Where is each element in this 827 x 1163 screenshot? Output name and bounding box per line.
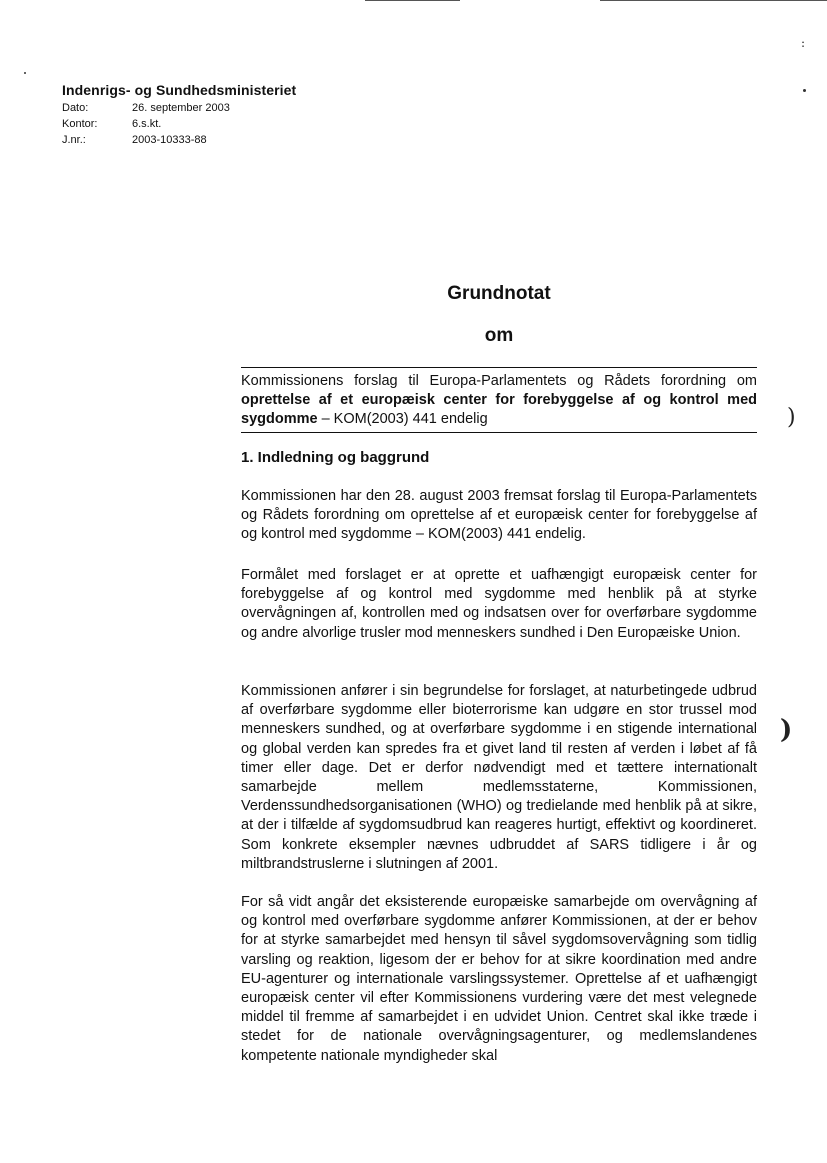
subject-prefix: Kommissionens forslag til Europa-Parlamentets og Rådets forordning om [241,373,757,389]
meta-label: J.nr.: [62,134,86,146]
scan-mark-icon: ) [780,715,793,745]
scan-edge-line-left [365,0,460,1]
meta-value: 26. september 2003 [132,102,230,114]
meta-row-date [62,100,382,116]
meta-value: 6.s.kt. [132,118,162,130]
section-heading: 1. Indledning og baggrund [241,449,430,466]
scan-mark-icon: : [801,36,806,50]
meta-label: Kontor: [62,118,98,130]
meta-row-office [62,116,382,132]
paragraph-2: Formålet med forslaget er at oprette et uafhængigt europæisk center for forebyggelse af og kontrol med sygdomme med henblik på at styrke overvågningen af, kontrollen med og indsatsen over for overførbare sygdomme og andre alvorlige trusler mod menneskers sundhed i Den Europæiske Union. [241,567,757,641]
paragraph-4: For så vidt angår det eksisterende europæiske samarbejde om overvågning af og kontrol med overførbare sygdomme anfører Kommissionen, at der er behov for at styrke samarbejdet med hensyn til såvel sygdomsovervågning som tidlig varsling og reaktion, ligesom der er behov for at sikre koordination med andre EU-agenturer og internationale varslingssystemer. Oprettelse af et uafhængigt europæisk center vil efter Kommissionens vurdering være det mest velegnede middel til fremme af samarbejdet i en udvidet Union. Centret skal ikke træde i stedet for de nationale overvågningsagenturer, og medlemslandenes kompetente nationale myndigheder skal [241,894,757,1064]
meta-value: 2003-10333-88 [132,134,207,146]
paragraph-1: Kommissionen har den 28. august 2003 fremsat forslag til Europa-Parlamentets og Rådets forordning om oprettelse af et europæisk center for forebyggelse af og kontrol med sygdomme – KOM(2003) 441 endelig. [241,488,757,543]
subject-box [241,367,757,433]
document-subtitle: om [484,325,514,346]
meta-row-journal [62,132,382,148]
scan-dot-icon [24,72,26,74]
paragraph-3: Kommissionen anfører i sin begrundelse for forslaget, at naturbetingede udbrud af overførbare sygdomme eller bioterrorisme kan udgøre en stor trussel mod menneskers sundhed, og at overførbare sygdomme i en stigende international og global verden kan spredes fra et givet land til resten af verden i løbet af få timer eller dage. Det er derfor nødvendigt med et tættere internationalt samarbejde mellem medlemsstaterne, Kommissionen, Verdenssundhedsorganisationen (WHO) og tredielande med henblik på at sikre, at der i tilfælde af sygdomsudbrud kan reageres hurtigt, effektivt og koordineret. Som konkrete eksempler nævnes udbruddet af SARS tidligere i år og miltbrandstruslerne i slutningen af 2001. [241,683,757,872]
scan-dot-icon [803,89,806,92]
document-title: Grundnotat [447,283,551,304]
meta-label: Dato: [62,102,89,114]
subject-bold: oprettelse af et europæisk center for forebyggelse af og kontrol med sygdomme [241,392,757,427]
scan-mark-icon: ) [787,405,796,430]
scan-edge-line-right [600,0,827,1]
document-header [62,82,382,148]
subject-suffix: – KOM(2003) 441 endelig [317,411,488,427]
ministry-name: Indenrigs- og Sundhedsministeriet [62,82,297,98]
